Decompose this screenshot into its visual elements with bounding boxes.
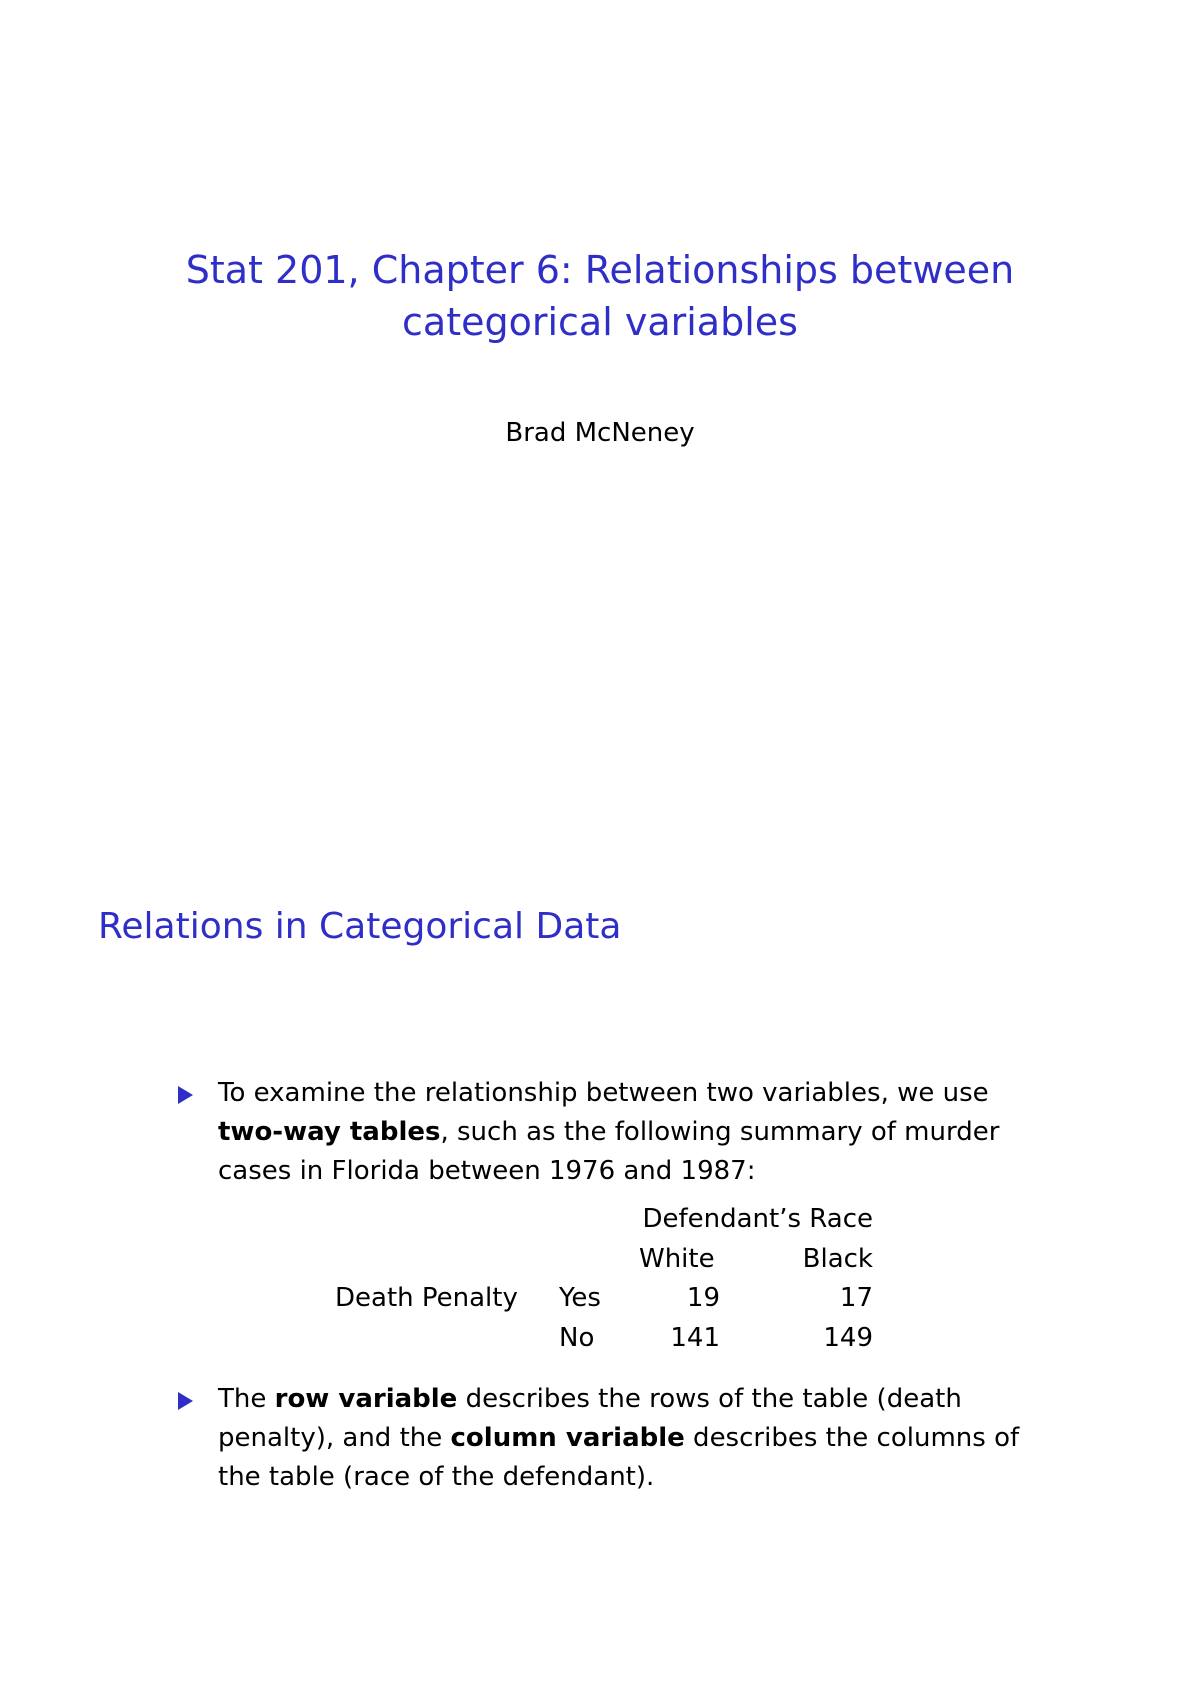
bullet-two-way-tables xyxy=(178,1074,1048,1191)
bullet-text xyxy=(218,1380,1048,1497)
bullet-text-post: , such as the following summary of murder cases in Florida between 1976 and 1987: xyxy=(218,1117,1000,1186)
bullet-triangle-icon xyxy=(178,1392,193,1410)
column-variable-label: Defendant’s Race xyxy=(642,1204,873,1234)
presentation-title xyxy=(0,244,1200,348)
row-variable-label: Death Penalty xyxy=(335,1283,518,1313)
bullet-row-column-variables xyxy=(178,1380,1048,1497)
table-cell: 19 xyxy=(686,1283,720,1313)
table-cell: 17 xyxy=(839,1283,873,1313)
table-cell: 141 xyxy=(670,1323,720,1353)
bullet-text-part: describes the rows of the table (death penalty), and the xyxy=(218,1384,962,1453)
bullet-bold-term: column variable xyxy=(450,1423,685,1453)
bullet-bold-term: row variable xyxy=(274,1384,458,1414)
title-line-2: categorical variables xyxy=(402,300,798,344)
table-cell: 149 xyxy=(823,1323,873,1353)
bullet-triangle-icon xyxy=(178,1086,193,1104)
bullet-text xyxy=(218,1074,1048,1191)
bullet-text-part: The xyxy=(218,1384,275,1414)
row-label-yes: Yes xyxy=(559,1283,601,1313)
column-header-black: Black xyxy=(802,1244,873,1274)
row-label-no: No xyxy=(559,1323,595,1353)
frame-title: Relations in Categorical Data xyxy=(98,906,622,947)
bullet-text-part: describes the columns of the table (race of the defendant). xyxy=(218,1423,1020,1492)
bullet-bold-term: two-way tables xyxy=(218,1117,441,1147)
title-line-1: Stat 201, Chapter 6: Relationships between xyxy=(185,248,1015,292)
bullet-text-pre: To examine the relationship between two variables, we use xyxy=(218,1078,989,1108)
author-name: Brad McNeney xyxy=(505,418,695,448)
column-header-white: White xyxy=(639,1244,715,1274)
